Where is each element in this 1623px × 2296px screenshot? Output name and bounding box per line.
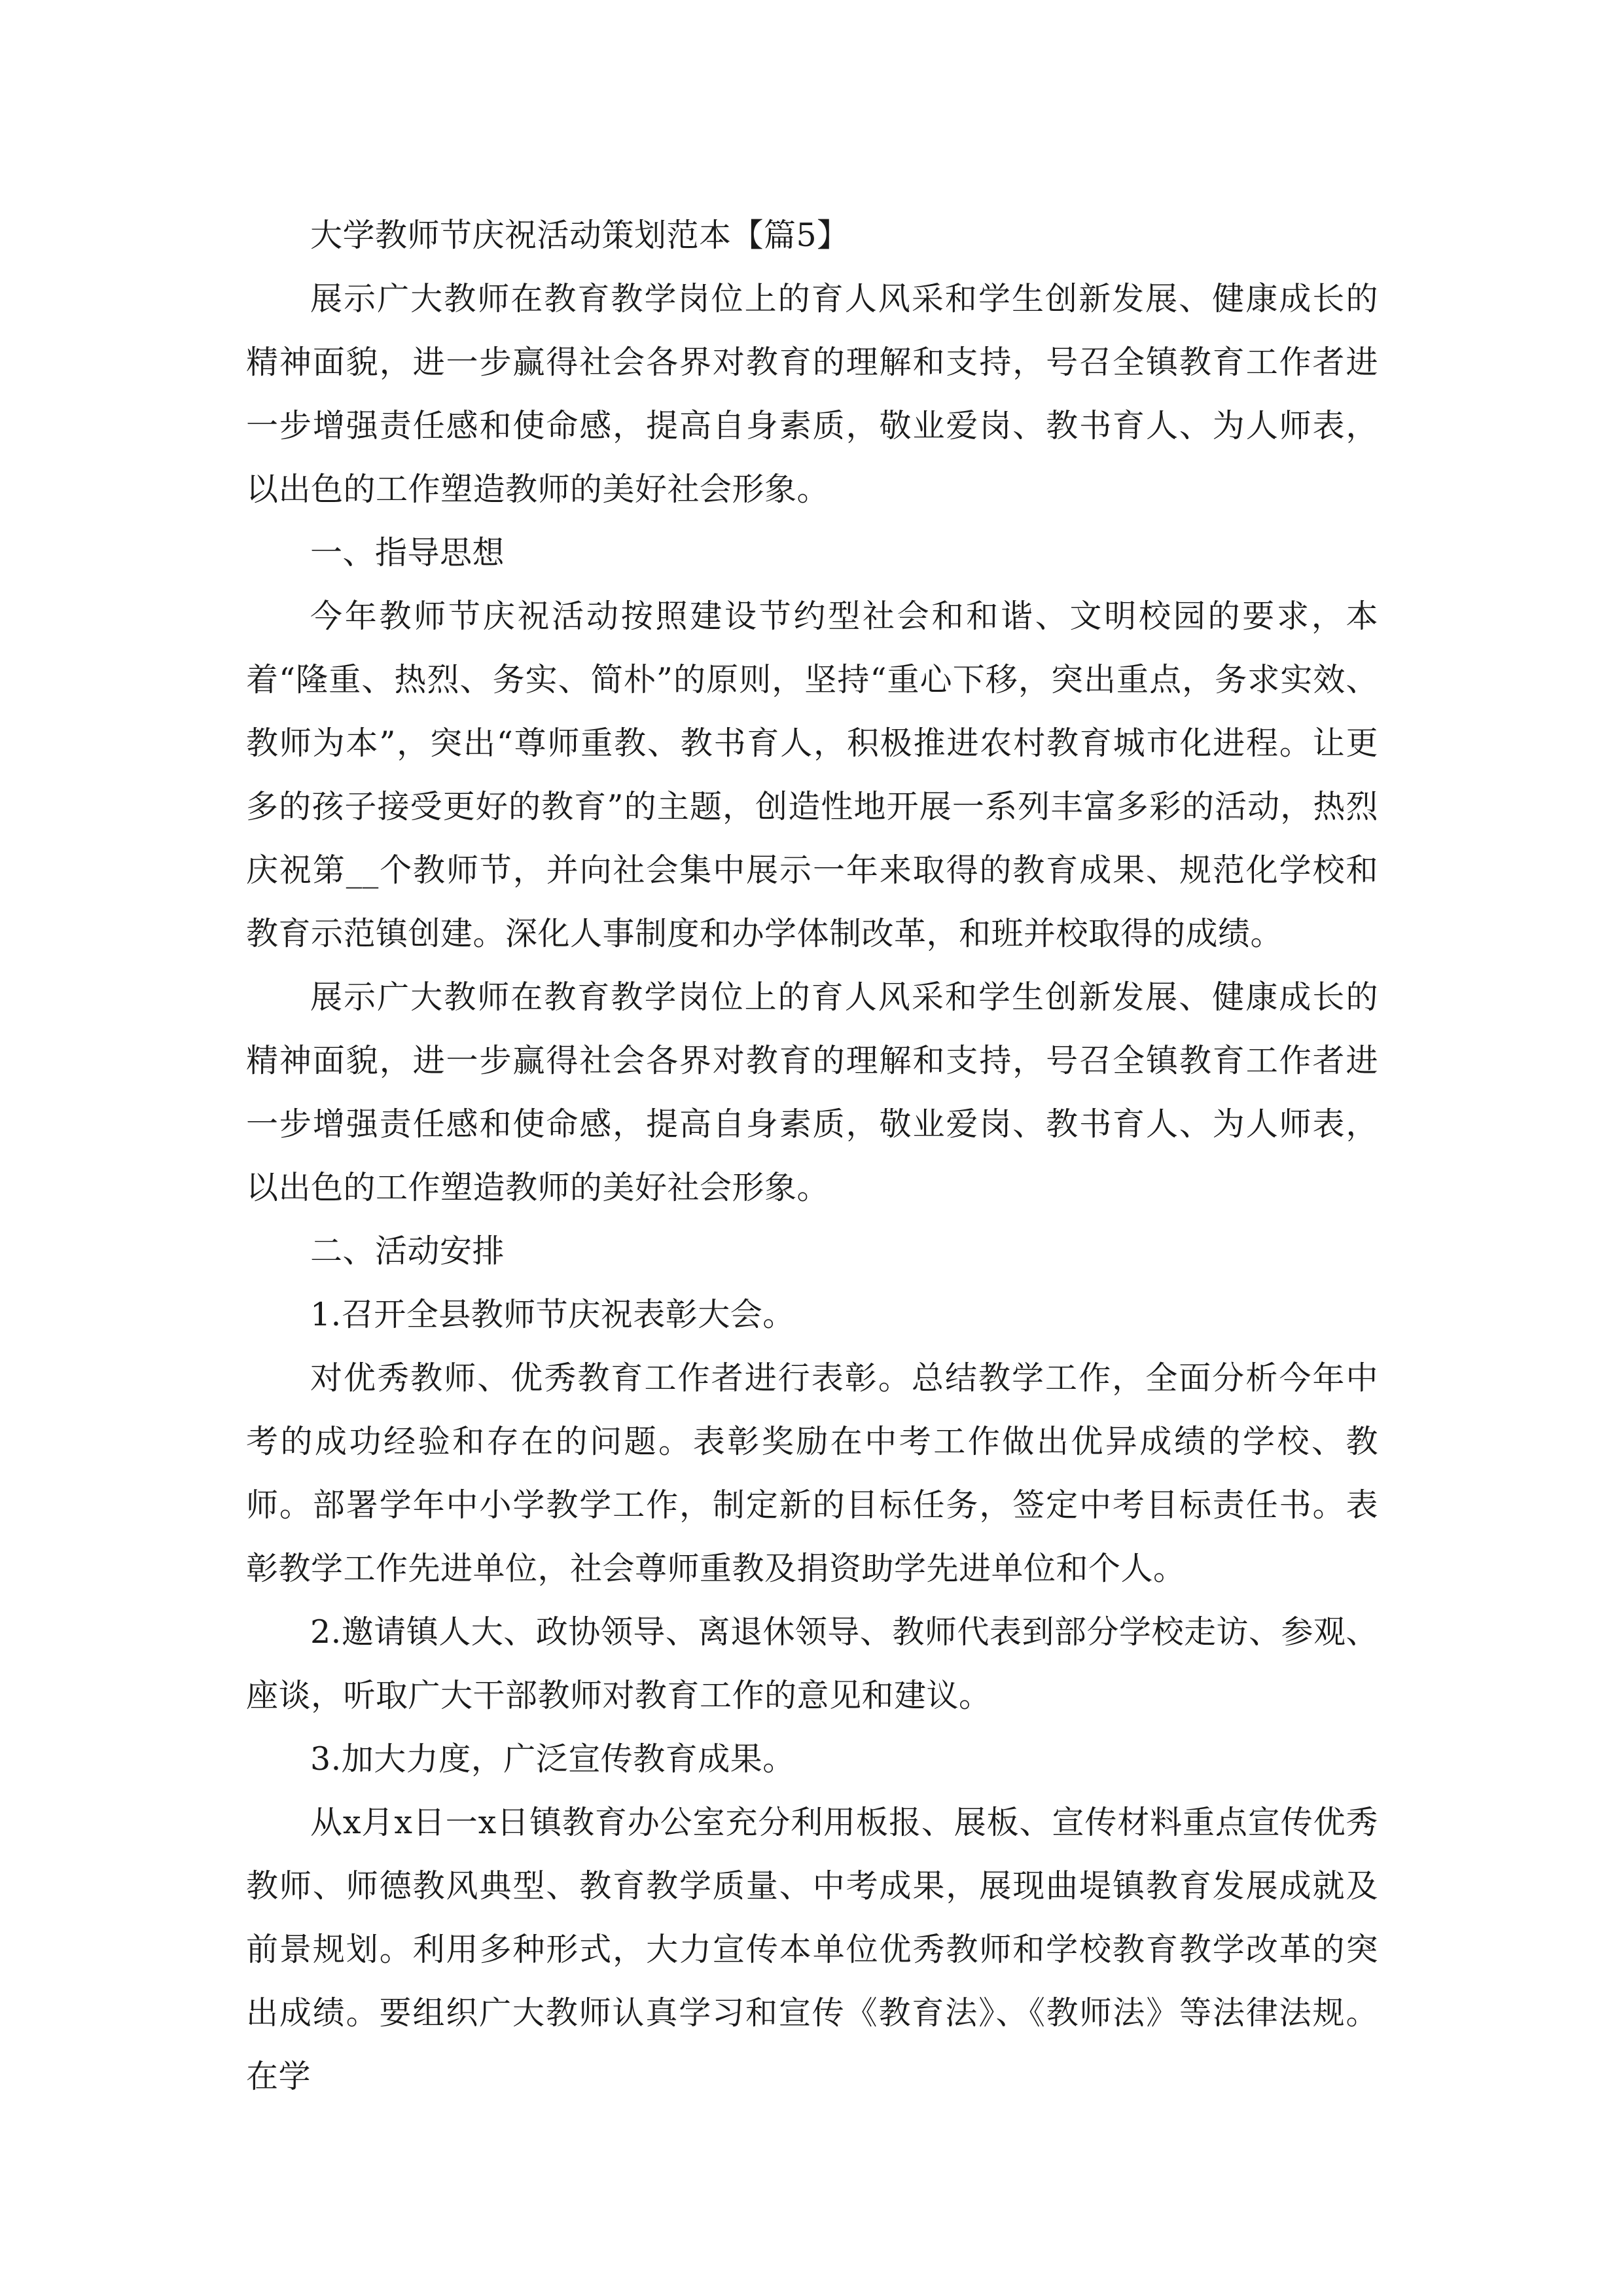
- list-item-2: 2.邀请镇人大、政协领导、离退休领导、教师代表到部分学校走访、参观、座谈，听取广大干部教师对教育工作的意见和建议。: [246, 1613, 1378, 1714]
- paragraph-intro-repeat: 展示广大教师在教育教学岗位上的育人风采和学生创新发展、健康成长的精神面貌，进一步赢得社会各界对教育的理解和支持，号召全镇教育工作者进一步增强责任感和使命感，提高自身素质，敬业爱岗、教书育人、为人师表，以出色的工作塑造教师的美好社会形象。: [246, 978, 1378, 1206]
- paragraph-guiding-ideology: 今年教师节庆祝活动按照建设节约型社会和和谐、文明校园的要求，本着“隆重、热烈、务实、简朴”的原则，坚持“重心下移，突出重点，务求实效、教师为本”，突出“尊师重教、教书育人，积极推进农村教育城市化进程。让更多的孩子接受更好的教育”的主题，创造性地开展一系列丰富多彩的活动，热烈庆祝第__个教师节，并向社会集中展示一年来取得的教育成果、规范化学校和教育示范镇创建。深化人事制度和办学体制改革，和班并校取得的成绩。: [246, 598, 1378, 952]
- section-heading-activity-arrangement: 二、活动安排: [310, 1232, 505, 1270]
- list-item-1-body: 对优秀教师、优秀教育工作者进行表彰。总结教学工作，全面分析今年中考的成功经验和存在的问题。表彰奖励在中考工作做出优异成绩的学校、教师。部署学年中小学教学工作，制定新的目标任务，签定中考目标责任书。表彰教学工作先进单位，社会尊师重教及捐资助学先进单位和个人。: [246, 1359, 1378, 1587]
- document-body: [246, 204, 1378, 2108]
- list-item-3-body: 从x月x日一x日镇教育办公室充分利用板报、展板、宣传材料重点宣传优秀教师、师德教风典型、教育教学质量、中考成果，展现曲堤镇教育发展成就及前景规划。利用多种形式，大力宣传本单位优秀教师和学校教育教学改革的突出成绩。要组织广大教师认真学习和宣传《教育法》、《教师法》等法律法规。在学: [246, 1804, 1378, 2095]
- list-item-3-heading: 3.加大力度，广泛宣传教育成果。: [310, 1740, 795, 1778]
- list-item-1-heading: 1.召开全县教师节庆祝表彰大会。: [310, 1296, 795, 1333]
- paragraph-intro: 展示广大教师在教育教学岗位上的育人风采和学生创新发展、健康成长的精神面貌，进一步赢得社会各界对教育的理解和支持，号召全镇教育工作者进一步增强责任感和使命感，提高自身素质，敬业爱岗、教书育人、为人师表，以出色的工作塑造教师的美好社会形象。: [246, 280, 1378, 508]
- document-title: 大学教师节庆祝活动策划范本【篇5】: [310, 217, 849, 254]
- section-heading-guiding-ideology: 一、指导思想: [310, 534, 505, 571]
